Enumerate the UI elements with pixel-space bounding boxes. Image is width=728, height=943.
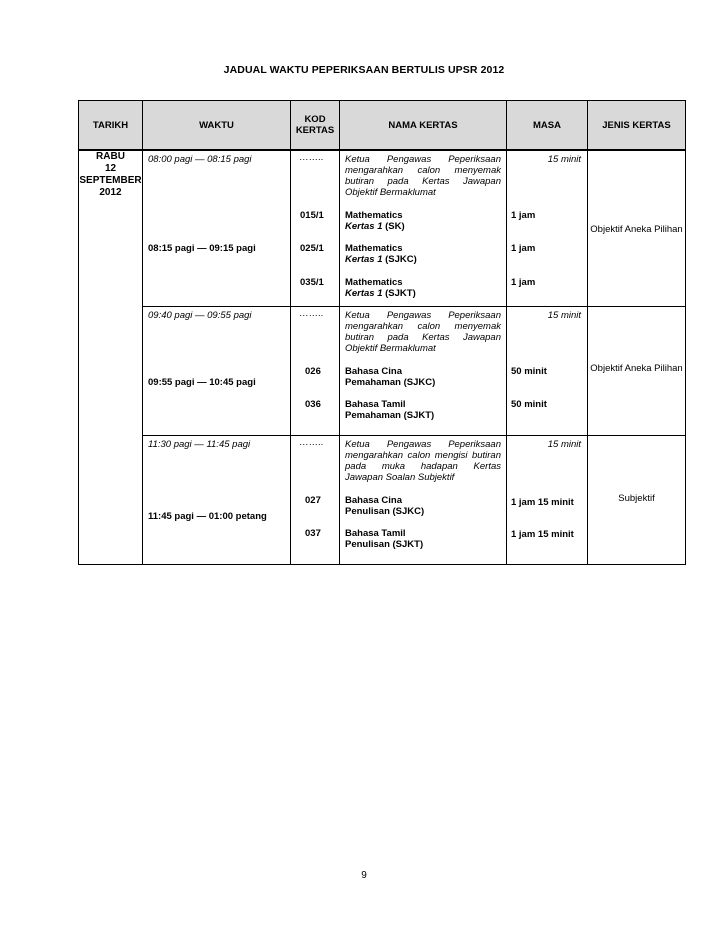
table-row [79,436,686,565]
paper-kod: 027 [305,495,321,506]
paper-kertas-rest: (SJKT) [382,288,416,299]
paper-kod: 037 [305,528,321,539]
paper-masa: 1 jam 15 minit [511,497,574,508]
document-title: JADUAL WAKTU PEPERIKSAAN BERTULIS UPSR 2012 [223,64,505,76]
briefing-masa: 15 minit [547,310,581,321]
paper-subtitle: Penulisan (SJKC) [345,506,425,517]
briefing-line: Objektif Bermaklumat [345,343,436,354]
briefing-time: 09:40 pagi — 09:55 pagi [148,310,252,321]
kod-cell [291,307,340,436]
briefing-line: butiran pada Kertas Jawapan [345,176,501,187]
nama-cell [340,307,507,436]
paper-kod: 025/1 [300,243,324,254]
paper-kertas-italic: Kertas 1 [345,254,383,265]
paper-kod: 026 [305,366,321,377]
page-number: 9 [361,870,367,881]
nama-cell [340,436,507,565]
exam-schedule-table [78,100,686,565]
date-year: 2012 [99,187,122,198]
briefing-kod: …….. [299,437,324,448]
header-kod-line2: KERTAS [295,125,335,136]
paper-kertas-rest: (SK) [382,221,405,232]
exam-time: 08:15 pagi — 09:15 pagi [148,243,256,254]
paper-kertas [345,221,405,232]
waktu-cell [143,150,291,307]
paper-kertas-italic: Kertas 1 [345,288,383,299]
exam-time: 11:45 pagi — 01:00 petang [148,511,267,522]
briefing-line: Jawapan Soalan Subjektif [345,472,455,483]
briefing-line: butiran pada Kertas Jawapan [345,332,501,343]
paper-kertas [345,254,417,265]
paper-kertas [345,288,416,299]
paper-masa: 1 jam [511,210,536,221]
nama-cell [340,150,507,307]
briefing-line: Objektif Bermaklumat [345,187,436,198]
paper-masa: 50 minit [511,366,547,377]
paper-kod: 035/1 [300,277,324,288]
header-masa: MASA [507,101,588,151]
paper-name: Bahasa Tamil [345,399,406,410]
masa-cell [507,150,588,307]
briefing-time: 11:30 pagi — 11:45 pagi [148,439,251,450]
exam-time: 09:55 pagi — 10:45 pagi [148,377,256,388]
header-kod-line1: KOD [304,114,326,125]
jenis-cell [588,307,686,436]
table-row [79,307,686,436]
briefing-line: Ketua Pengawas Peperiksaan [345,310,501,321]
briefing-line: Ketua Pengawas Peperiksaan [345,154,501,165]
header-nama: NAMA KERTAS [340,101,507,151]
paper-masa: 1 jam 15 minit [511,529,574,540]
briefing-kod: …….. [299,152,324,163]
paper-subtitle: Pemahaman (SJKT) [345,410,435,421]
briefing-time: 08:00 pagi — 08:15 pagi [148,154,252,165]
table-row [79,150,686,307]
paper-name: Mathematics [345,210,403,221]
header-waktu: WAKTU [143,101,291,151]
kod-cell [291,150,340,307]
paper-masa: 1 jam [511,277,536,288]
header-tarikh: TARIKH [79,101,143,151]
briefing-line: mengarahkan calon mengisi butiran [345,450,501,461]
jenis-cell [588,436,686,565]
date-cell [79,150,143,565]
paper-name: Bahasa Cina [345,495,403,506]
briefing-line: mengarahkan calon menyemak [345,165,501,176]
date-month: SEPTEMBER [79,175,142,186]
paper-name: Bahasa Cina [345,366,403,377]
jenis-cell [588,150,686,307]
paper-kertas-italic: Kertas 1 [345,221,383,232]
paper-kod: 015/1 [300,210,324,221]
jenis-kertas: Objektif Aneka Pilihan [590,224,683,235]
paper-name: Mathematics [345,277,403,288]
masa-cell [507,436,588,565]
paper-name: Mathematics [345,243,403,254]
waktu-cell [143,307,291,436]
briefing-line: mengarahkan calon menyemak [345,321,501,332]
jenis-kertas: Subjektif [618,493,655,504]
paper-subtitle: Pemahaman (SJKC) [345,377,436,388]
header-jenis: JENIS KERTAS [588,101,686,151]
paper-subtitle: Penulisan (SJKT) [345,539,424,550]
paper-kertas-rest: (SJKC) [382,254,417,265]
date-day: RABU [96,151,125,162]
paper-masa: 50 minit [511,399,547,410]
briefing-line: pada muka hadapan Kertas [345,461,501,472]
masa-cell [507,307,588,436]
briefing-masa: 15 minit [547,439,581,450]
table-header-row [79,101,686,151]
jenis-kertas: Objektif Aneka Pilihan [590,363,683,374]
kod-cell [291,436,340,565]
waktu-cell [143,436,291,565]
date-number: 12 [104,163,117,174]
briefing-masa: 15 minit [547,154,581,165]
briefing-kod: …….. [299,308,324,319]
header-kod [291,101,340,151]
paper-name: Bahasa Tamil [345,528,406,539]
briefing-line: Ketua Pengawas Peperiksaan [345,439,501,450]
paper-kod: 036 [305,399,321,410]
paper-masa: 1 jam [511,243,536,254]
